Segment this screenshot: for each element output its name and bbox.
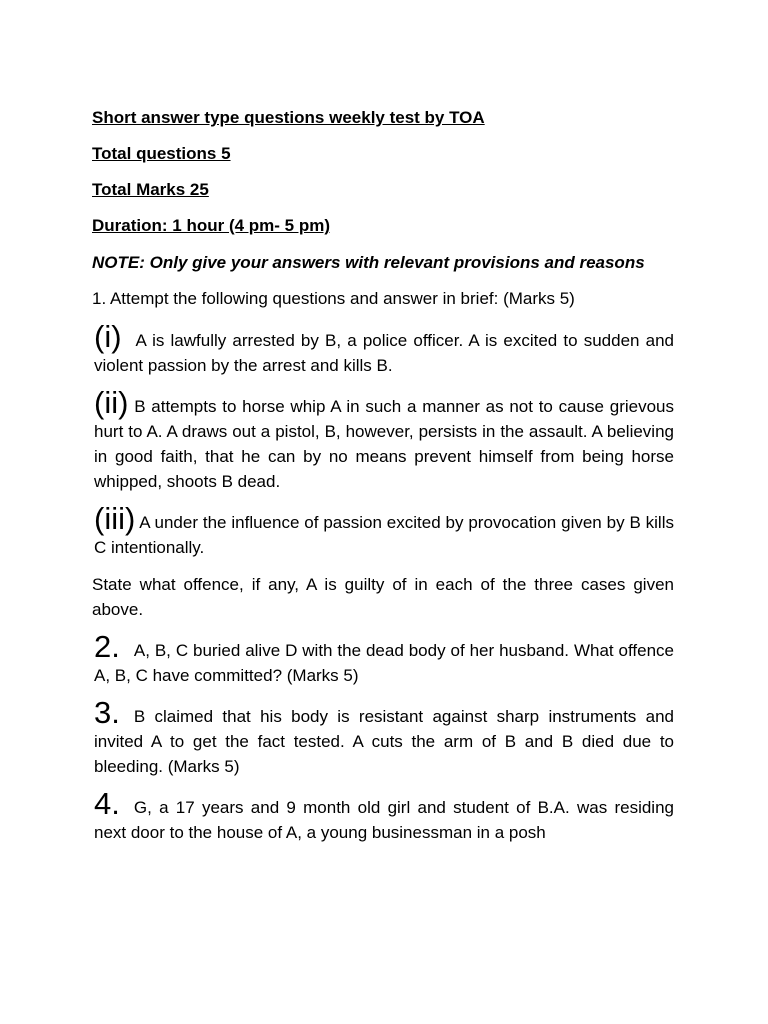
part-text: A under the influence of passion excited by provocation given by B kills C intentionally. [94, 513, 674, 557]
question-text: G, a 17 years and 9 month old girl and student of B.A. was residing next door to the house of A, a young businessman in a posh [94, 798, 674, 842]
question-3 [94, 695, 674, 779]
document-page [92, 106, 674, 857]
question-4 [94, 786, 674, 845]
question-text: A, B, C buried alive D with the dead body of her husband. What offence A, B, C have committed? (Marks 5) [94, 641, 674, 685]
total-marks: Total Marks 25 [92, 180, 209, 199]
note: NOTE: Only give your answers with relevant provisions and reasons [92, 253, 645, 272]
document-title: Short answer type questions weekly test by TOA [92, 108, 485, 127]
question-1-intro: 1. Attempt the following questions and answer in brief: (Marks 5) [92, 289, 575, 308]
question-number: 4. [94, 786, 120, 821]
question-1-part-i [94, 319, 674, 378]
part-text: B attempts to horse whip A in such a manner as not to cause grievous hurt to A. A draws out a pistol, B, however, persists in the assault. A believing in good faith, that he can by no means prevent himself from being horse whipped, shoots B dead. [94, 397, 675, 491]
question-2 [94, 629, 674, 688]
question-1-part-ii [94, 385, 675, 494]
question-1-part-iii [94, 501, 674, 560]
part-number: (iii) [94, 501, 136, 536]
question-1-conclusion: State what offence, if any, A is guilty of in each of the three cases given above. [92, 575, 674, 619]
total-questions: Total questions 5 [92, 144, 231, 163]
duration: Duration: 1 hour (4 pm- 5 pm) [92, 216, 330, 235]
question-text: B claimed that his body is resistant against sharp instruments and invited A to get the fact tested. A cuts the arm of B and B died due to bleeding. (Marks 5) [94, 707, 674, 776]
part-text: A is lawfully arrested by B, a police officer. A is excited to sudden and violent passion by the arrest and kills B. [94, 331, 674, 375]
question-number: 3. [94, 695, 120, 730]
part-number: (i) [94, 319, 122, 354]
question-number: 2. [94, 629, 120, 664]
part-number: (ii) [94, 385, 129, 420]
